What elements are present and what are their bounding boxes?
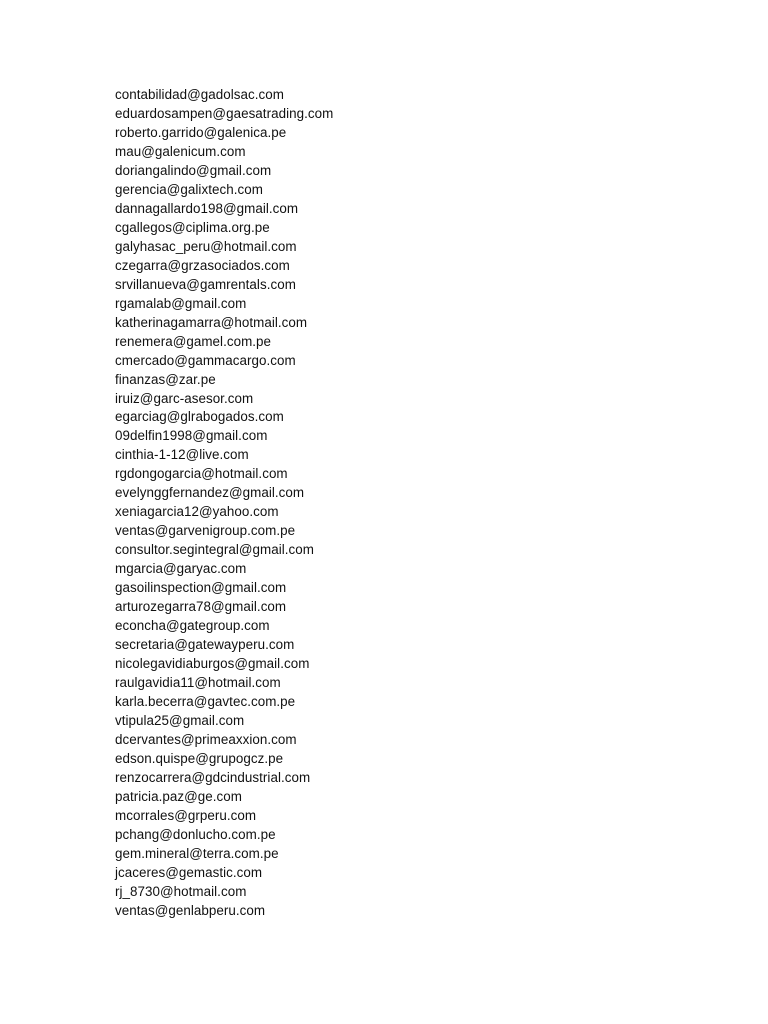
email-entry: vtipula25@gmail.com bbox=[115, 712, 245, 728]
email-entry: dcervantes@primeaxxion.com bbox=[115, 731, 297, 747]
email-entry: secretaria@gatewayperu.com bbox=[115, 637, 295, 653]
email-entry: ventas@garvenigroup.com.pe bbox=[115, 523, 296, 539]
email-entry: katherinagamarra@hotmail.com bbox=[115, 314, 308, 330]
email-entry: eduardosampen@gaesatrading.com bbox=[115, 105, 334, 121]
email-entry: rj_8730@hotmail.com bbox=[115, 883, 247, 899]
email-entry: gasoilinspection@gmail.com bbox=[115, 580, 287, 596]
email-entry: rgamalab@gmail.com bbox=[115, 295, 247, 311]
email-entry: nicolegavidiaburgos@gmail.com bbox=[115, 656, 310, 672]
email-entry: srvillanueva@gamrentals.com bbox=[115, 276, 296, 292]
email-entry: consultor.segintegral@gmail.com bbox=[115, 542, 314, 558]
email-entry: contabilidad@gadolsac.com bbox=[115, 87, 284, 102]
email-entry: mgarcia@garyac.com bbox=[115, 561, 247, 577]
email-entry: finanzas@zar.pe bbox=[115, 371, 216, 387]
email-entry: cmercado@gammacargo.com bbox=[115, 352, 296, 368]
email-entry: gem.mineral@terra.com.pe bbox=[115, 845, 279, 861]
email-entry: renemera@gamel.com.pe bbox=[115, 333, 272, 349]
email-entry: cinthia-1-12@live.com bbox=[115, 447, 249, 463]
email-entry: rgdongogarcia@hotmail.com bbox=[115, 466, 288, 482]
email-entry: arturozegarra78@gmail.com bbox=[115, 599, 287, 615]
email-entry: 09delfin1998@gmail.com bbox=[115, 428, 268, 444]
email-list bbox=[115, 86, 333, 921]
email-entry: renzocarrera@gdcindustrial.com bbox=[115, 769, 311, 785]
email-entry: evelynggfernandez@gmail.com bbox=[115, 485, 305, 501]
email-entry: patricia.paz@ge.com bbox=[115, 788, 242, 804]
email-entry: raulgavidia11@hotmail.com bbox=[115, 675, 281, 691]
email-entry: cgallegos@ciplima.org.pe bbox=[115, 219, 270, 235]
email-entry: gerencia@galixtech.com bbox=[115, 181, 263, 197]
email-entry: karla.becerra@gavtec.com.pe bbox=[115, 694, 296, 709]
email-entry: galyhasac_peru@hotmail.com bbox=[115, 238, 297, 254]
email-entry: mau@galenicum.com bbox=[115, 143, 246, 159]
email-entry: roberto.garrido@galenica.pe bbox=[115, 124, 287, 140]
email-entry: egarciag@glrabogados.com bbox=[115, 409, 284, 425]
email-entry: czegarra@grzasociados.com bbox=[115, 257, 290, 273]
email-entry: xeniagarcia12@yahoo.com bbox=[115, 504, 279, 520]
email-entry: edson.quispe@grupogcz.pe bbox=[115, 750, 284, 766]
email-entry: econcha@gategroup.com bbox=[115, 618, 270, 634]
email-entry: mcorrales@grperu.com bbox=[115, 807, 257, 823]
email-entry: iruiz@garc-asesor.com bbox=[115, 390, 254, 406]
email-entry: doriangalindo@gmail.com bbox=[115, 162, 272, 178]
email-entry: ventas@genlabperu.com bbox=[115, 902, 266, 918]
email-entry: jcaceres@gemastic.com bbox=[115, 864, 263, 880]
email-entry: dannagallardo198@gmail.com bbox=[115, 200, 299, 216]
email-entry: pchang@donlucho.com.pe bbox=[115, 826, 276, 842]
